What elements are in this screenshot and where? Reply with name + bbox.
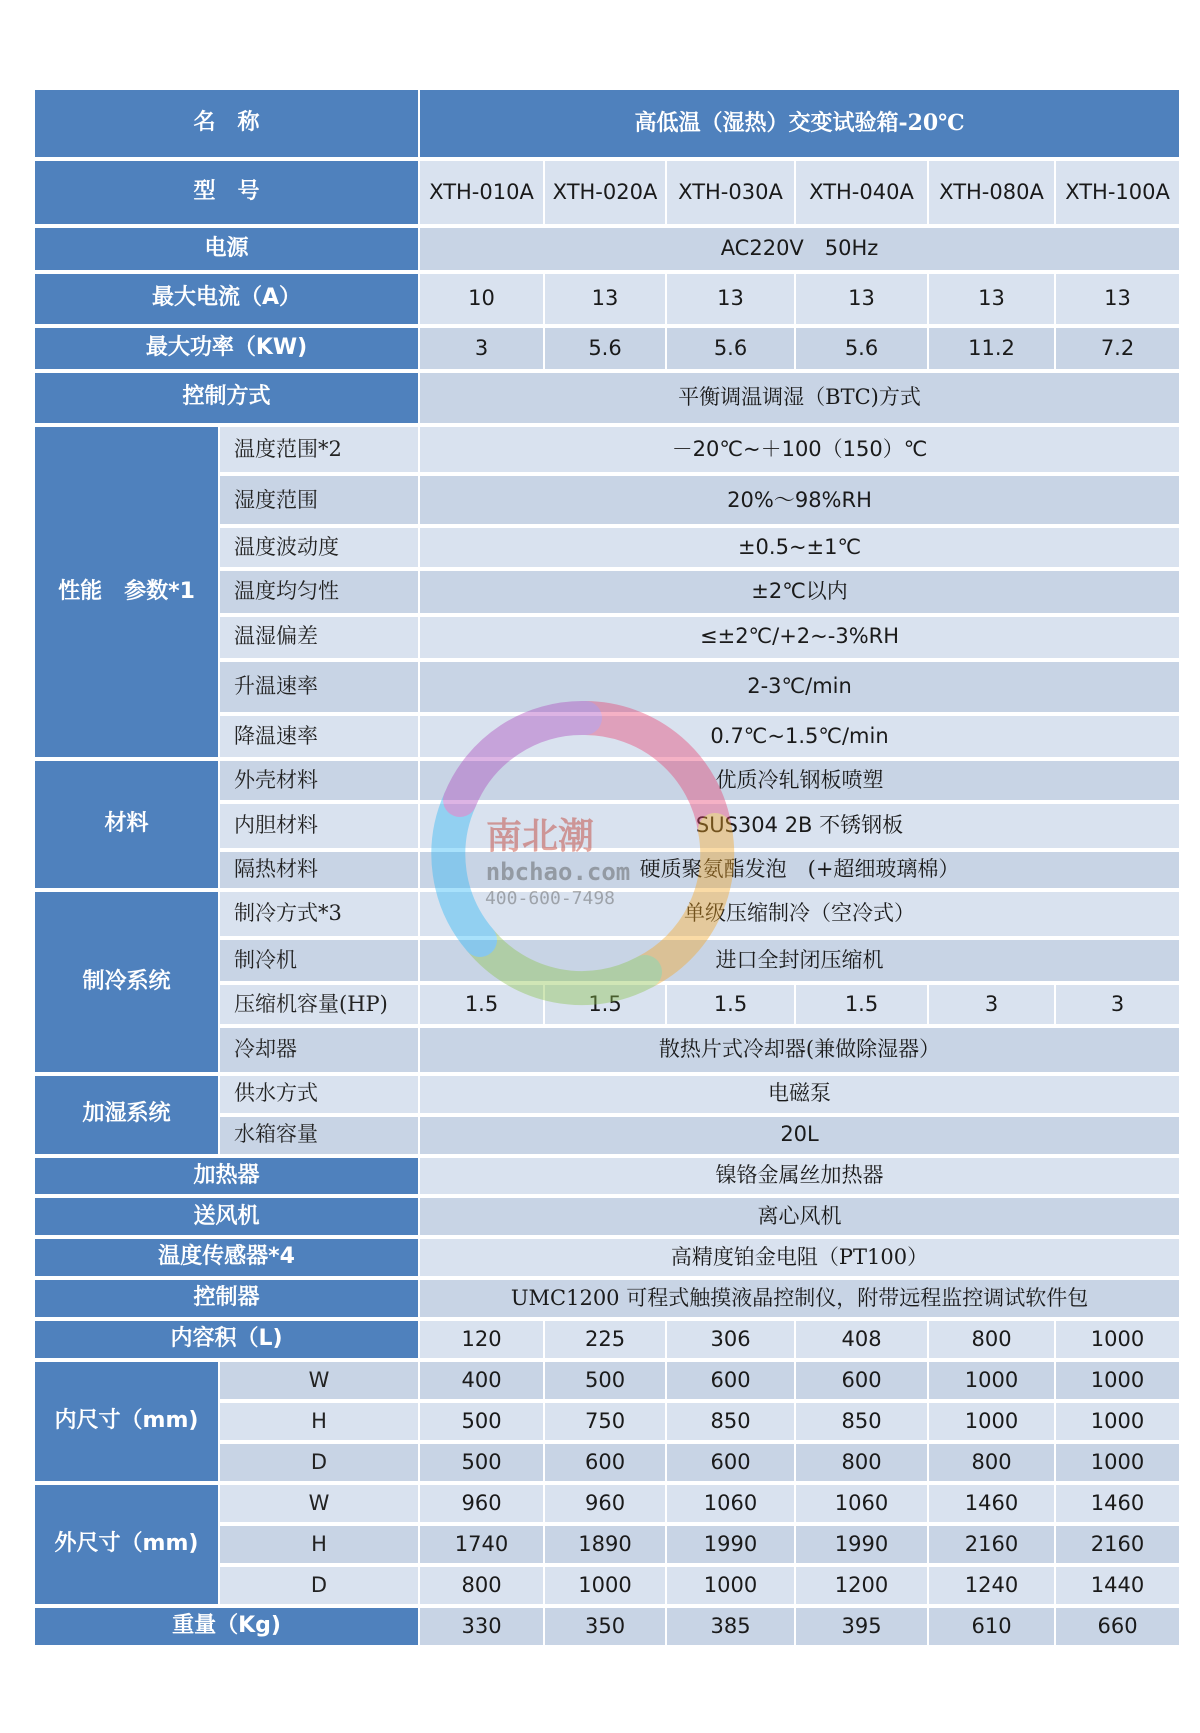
inner-size-cell: 600 [796,1362,927,1399]
materials-item-value: 硬质聚氨酯发泡 (+超细玻璃棉） [420,852,1179,889]
volume-cell: 800 [929,1321,1054,1358]
outer-size-cell: 800 [420,1567,543,1604]
outer-size-dim-label: H [220,1526,418,1563]
outer-size-cell: 1740 [420,1526,543,1563]
compressor-capacity-label: 压缩机容量(HP) [220,985,418,1024]
model-cell: XTH-020A [545,161,665,224]
inner-size-label: 内尺寸（mm) [35,1362,218,1481]
weight-cell: 610 [929,1608,1054,1645]
inner-size-cell: 850 [667,1403,794,1440]
performance-item-value: 0.7℃~1.5℃/min [420,716,1179,757]
performance-item-value: ±0.5~±1℃ [420,528,1179,567]
compressor-capacity-cell: 3 [1056,985,1179,1024]
materials-item-value: SUS304 2B 不锈钢板 [420,804,1179,847]
outer-size-cell: 1000 [545,1567,665,1604]
controller-label: 控制器 [35,1280,418,1317]
humidification-item-label: 供水方式 [220,1076,418,1113]
spec-table [33,86,1181,1649]
inner-size-cell: 1000 [929,1403,1054,1440]
max-power-cell: 5.6 [545,328,665,369]
volume-label: 内容积（L) [35,1321,418,1358]
max-power-cell: 5.6 [796,328,927,369]
outer-size-dim-label: W [220,1485,418,1522]
outer-size-cell: 1440 [1056,1567,1179,1604]
cooler-label: 冷却器 [220,1028,418,1071]
outer-size-cell: 1060 [667,1485,794,1522]
volume-cell: 408 [796,1321,927,1358]
inner-size-cell: 1000 [929,1362,1054,1399]
outer-size-cell: 1240 [929,1567,1054,1604]
volume-cell: 225 [545,1321,665,1358]
materials-item-label: 外壳材料 [220,761,418,800]
humidification-item-value: 20L [420,1117,1179,1154]
performance-item-value: 20%～98%RH [420,476,1179,524]
max-current-cell: 13 [929,274,1054,324]
outer-size-cell: 960 [420,1485,543,1522]
performance-item-label: 温度波动度 [220,528,418,567]
watermark-brand: 南北潮 [485,815,595,857]
controller-value: UMC1200 可程式触摸液晶控制仪，附带远程监控调试软件包 [420,1280,1179,1317]
compressor-capacity-cell: 1.5 [545,985,665,1024]
performance-item-label: 温度均匀性 [220,571,418,612]
compressor-capacity-cell: 3 [929,985,1054,1024]
refrigeration-compressor-label: 制冷机 [220,940,418,981]
weight-cell: 660 [1056,1608,1179,1645]
inner-size-cell: 600 [667,1362,794,1399]
inner-size-cell: 800 [796,1444,927,1481]
performance-label: 性能 参数*1 [35,427,218,757]
weight-cell: 330 [420,1608,543,1645]
inner-size-cell: 500 [420,1444,543,1481]
humidification-item-label: 水箱容量 [220,1117,418,1154]
compressor-capacity-cell: 1.5 [420,985,543,1024]
max-current-cell: 13 [545,274,665,324]
outer-size-cell: 1000 [667,1567,794,1604]
outer-size-cell: 2160 [929,1526,1054,1563]
watermark-site: nbchao.com [485,858,631,886]
power-value: AC220V 50Hz [420,228,1179,269]
weight-cell: 395 [796,1608,927,1645]
outer-size-cell: 1460 [929,1485,1054,1522]
max-current-cell: 10 [420,274,543,324]
humidification-item-value: 电磁泵 [420,1076,1179,1113]
inner-size-cell: 750 [545,1403,665,1440]
heater-label: 加热器 [35,1158,418,1195]
inner-size-cell: 500 [545,1362,665,1399]
refrigeration-method-value: 单级压缩制冷（空冷式） [420,892,1179,935]
model-cell: XTH-010A [420,161,543,224]
inner-size-cell: 850 [796,1403,927,1440]
max-current-cell: 13 [1056,274,1179,324]
performance-item-label: 湿度范围 [220,476,418,524]
inner-size-cell: 1000 [1056,1403,1179,1440]
refrigeration-compressor-value: 进口全封闭压缩机 [420,940,1179,981]
inner-size-cell: 500 [420,1403,543,1440]
weight-cell: 385 [667,1608,794,1645]
model-cell: XTH-100A [1056,161,1179,224]
model-cell: XTH-030A [667,161,794,224]
outer-size-cell: 1200 [796,1567,927,1604]
model-label: 型 号 [35,161,418,224]
performance-item-value: 2-3℃/min [420,662,1179,712]
outer-size-cell: 960 [545,1485,665,1522]
max-power-cell: 3 [420,328,543,369]
inner-size-cell: 800 [929,1444,1054,1481]
blower-value: 离心风机 [420,1198,1179,1235]
model-cell: XTH-080A [929,161,1054,224]
materials-item-label: 内胆材料 [220,804,418,847]
max-current-cell: 13 [796,274,927,324]
max-power-cell: 5.6 [667,328,794,369]
outer-size-cell: 1060 [796,1485,927,1522]
temp-sensor-value: 高精度铂金电阻（PT100） [420,1239,1179,1276]
inner-size-dim-label: H [220,1403,418,1440]
max-power-cell: 11.2 [929,328,1054,369]
outer-size-label: 外尺寸（mm) [35,1485,218,1604]
inner-size-cell: 600 [545,1444,665,1481]
control-mode-label: 控制方式 [35,373,418,423]
performance-item-label: 温湿偏差 [220,617,418,658]
inner-size-dim-label: D [220,1444,418,1481]
performance-item-label: 升温速率 [220,662,418,712]
outer-size-cell: 1990 [667,1526,794,1563]
humidification-label: 加湿系统 [35,1076,218,1154]
outer-size-dim-label: D [220,1567,418,1604]
max-power-cell: 7.2 [1056,328,1179,369]
max-power-label: 最大功率（KW) [35,328,418,369]
outer-size-cell: 1990 [796,1526,927,1563]
performance-item-label: 降温速率 [220,716,418,757]
inner-size-cell: 1000 [1056,1444,1179,1481]
materials-item-label: 隔热材料 [220,852,418,889]
model-cell: XTH-040A [796,161,927,224]
power-label: 电源 [35,228,418,269]
performance-item-label: 温度范围*2 [220,427,418,473]
performance-item-value: －20℃~＋100（150）℃ [420,427,1179,473]
inner-size-cell: 600 [667,1444,794,1481]
outer-size-cell: 1890 [545,1526,665,1563]
outer-size-cell: 2160 [1056,1526,1179,1563]
performance-item-value: ≤±2℃/+2~-3%RH [420,617,1179,658]
refrigeration-label: 制冷系统 [35,892,218,1071]
volume-cell: 306 [667,1321,794,1358]
compressor-capacity-cell: 1.5 [667,985,794,1024]
compressor-capacity-cell: 1.5 [796,985,927,1024]
max-current-cell: 13 [667,274,794,324]
weight-cell: 350 [545,1608,665,1645]
product-title: 高低温（湿热）交变试验箱-20℃ [420,90,1179,157]
max-current-label: 最大电流（A） [35,274,418,324]
inner-size-cell: 1000 [1056,1362,1179,1399]
volume-cell: 120 [420,1321,543,1358]
inner-size-cell: 400 [420,1362,543,1399]
cooler-value: 散热片式冷却器(兼做除湿器） [420,1028,1179,1071]
temp-sensor-label: 温度传感器*4 [35,1239,418,1276]
performance-item-value: ±2℃以内 [420,571,1179,612]
name-label: 名 称 [35,90,418,157]
outer-size-cell: 1460 [1056,1485,1179,1522]
control-mode-value: 平衡调温调湿（BTC)方式 [420,373,1179,423]
blower-label: 送风机 [35,1198,418,1235]
watermark-phone: 400-600-7498 [484,888,616,909]
materials-item-value: 优质冷轧钢板喷塑 [420,761,1179,800]
refrigeration-method-label: 制冷方式*3 [220,892,418,935]
materials-label: 材料 [35,761,218,888]
heater-value: 镍铬金属丝加热器 [420,1158,1179,1195]
inner-size-dim-label: W [220,1362,418,1399]
volume-cell: 1000 [1056,1321,1179,1358]
weight-label: 重量（Kg) [35,1608,418,1645]
